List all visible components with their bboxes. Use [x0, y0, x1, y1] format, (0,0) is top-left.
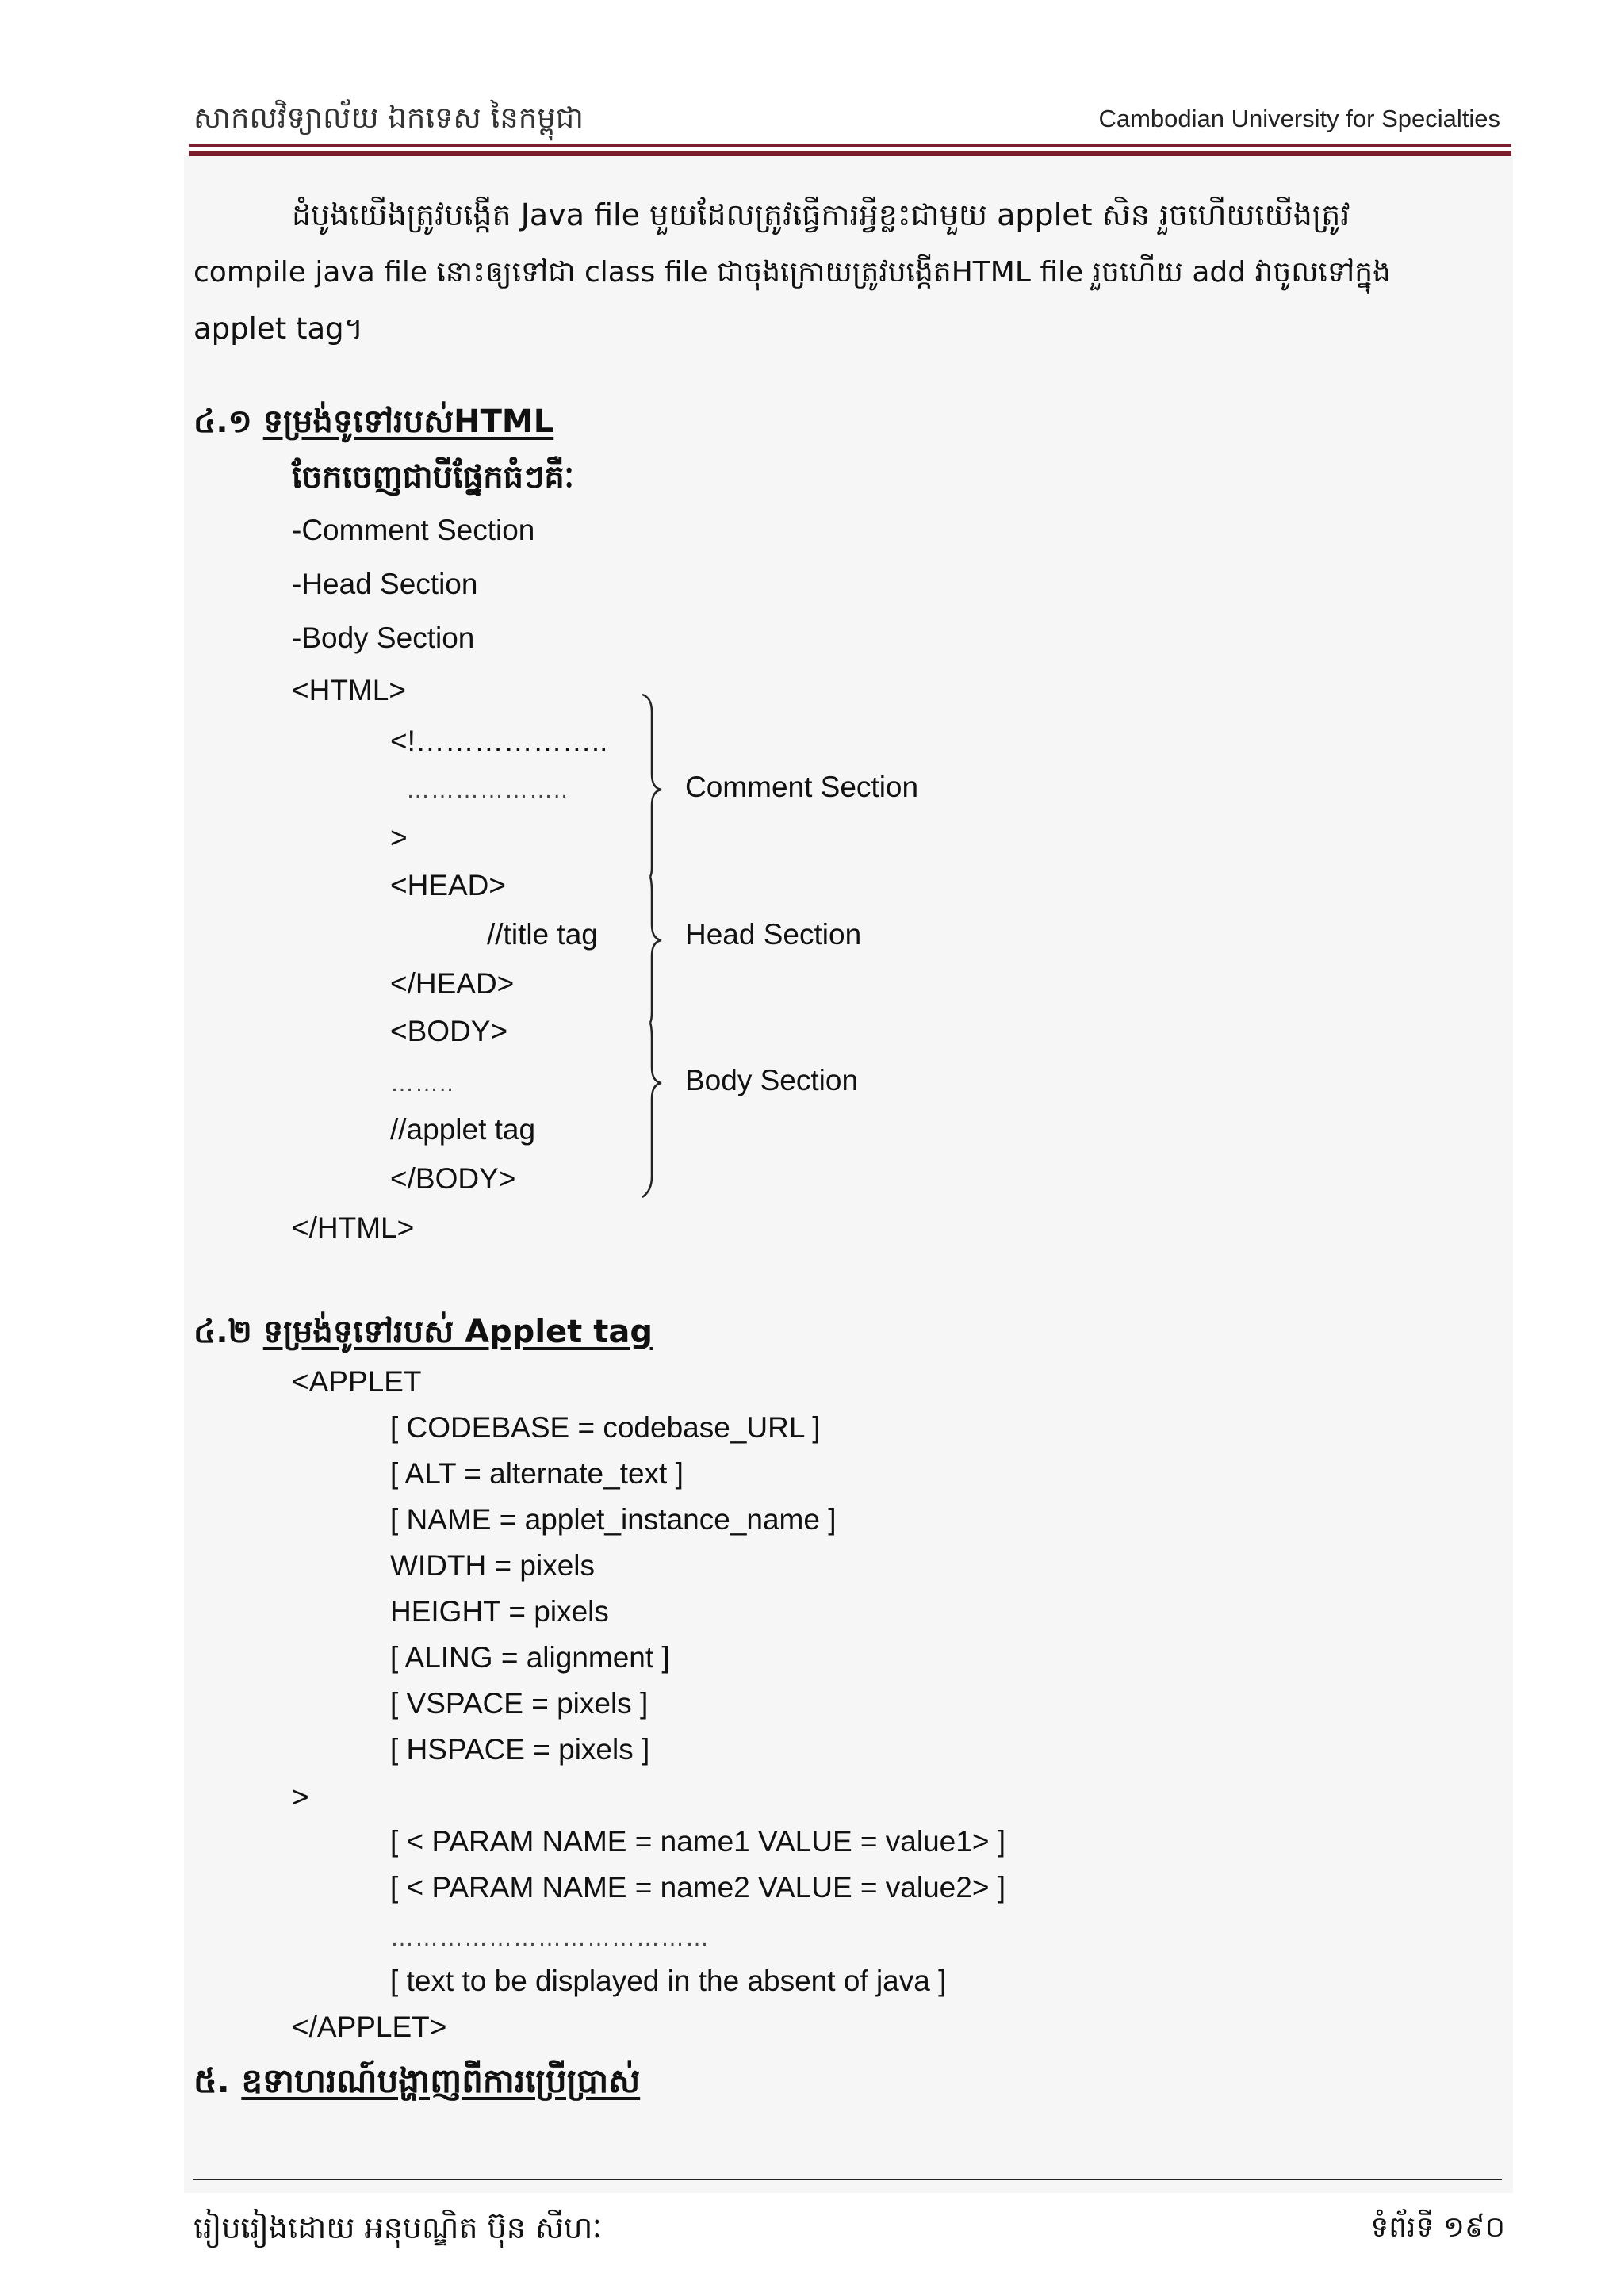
code-param: [ < PARAM NAME = name1 VALUE = value1> ]	[390, 1825, 1005, 1858]
part-item: -Head Section	[292, 568, 478, 600]
code-attr: [ NAME = applet_instance_name ]	[390, 1503, 837, 1536]
code-applet-tag: //applet tag	[390, 1113, 536, 1146]
code-attr: [ ALT = alternate_text ]	[390, 1457, 684, 1490]
code-comment-close: >	[390, 821, 408, 854]
label-body-section: Body Section	[685, 1064, 859, 1096]
section-5-title: ឧទាហរណ៍បង្ហាញពីការប្រើប្រាស់	[241, 2061, 641, 2100]
footer-page-number: ទំព័រទី ១៩០	[1370, 2211, 1505, 2244]
brace-comment	[642, 695, 661, 877]
code-html-open: <HTML>	[292, 674, 406, 706]
section-4-2-heading	[193, 1311, 653, 1358]
code-attr: [ HSPACE = pixels ]	[390, 1733, 650, 1766]
code-html-close: </HTML>	[292, 1211, 415, 1244]
code-attr: [ CODEBASE = codebase_URL ]	[390, 1411, 821, 1444]
code-head-open: <HEAD>	[390, 869, 507, 901]
label-head-section: Head Section	[685, 918, 862, 951]
intro-line-3: applet tag។	[193, 312, 364, 346]
code-body-open: <BODY>	[390, 1015, 508, 1047]
section-4-1-number: ៤.១	[193, 404, 252, 440]
brace-head	[650, 877, 661, 1023]
code-attr: WIDTH = pixels	[390, 1549, 596, 1582]
header-university-khmer: សាកលវិទ្យាល័យ ឯកទេស នៃកម្ពុជា	[193, 101, 584, 135]
code-alt-text: [ text to be displayed in the absent of java ]	[390, 1965, 947, 1997]
code-applet-open: <APPLET	[292, 1365, 422, 1398]
part-item: -Comment Section	[292, 514, 535, 546]
header-rule-thick	[189, 151, 1511, 156]
section-4-1-heading	[193, 401, 553, 448]
brace-group	[634, 695, 666, 1202]
code-title-tag: //title tag	[487, 918, 598, 951]
brace-body	[642, 1023, 661, 1197]
part-item: -Body Section	[292, 622, 475, 654]
code-body-close: </BODY>	[390, 1162, 516, 1195]
footer-rule	[193, 2179, 1502, 2180]
header-university-english: Cambodian University for Specialties	[1098, 105, 1500, 132]
code-param: [ < PARAM NAME = name2 VALUE = value2> ]	[390, 1871, 1005, 1904]
code-attr: [ VSPACE = pixels ]	[390, 1687, 649, 1720]
intro-line-1: ដំបូងយើងត្រូវបង្កើត Java file មួយដែលត្រូវធ្វើការអ្វីខ្លះជាមួយ applet សិន រួចហើយយើងត្រូវ	[292, 197, 1350, 232]
code-comment-open: <!………………..	[390, 725, 608, 757]
code-applet-close-bracket: >	[292, 1781, 309, 1813]
code-body-dots: ……..	[390, 1070, 454, 1096]
code-applet-close: </APPLET>	[292, 2011, 447, 2043]
section-4-1-subtitle: ចែកចេញជាបីផ្នែកធំៗគឺៈ	[292, 459, 574, 496]
section-4-2-title: ទម្រង់ទូទៅរបស់ Applet tag	[262, 1314, 653, 1350]
section-4-1-title: ទម្រង់ទូទៅរបស់HTML	[262, 404, 554, 440]
label-comment-section: Comment Section	[685, 771, 919, 803]
code-attr: HEIGHT = pixels	[390, 1595, 609, 1628]
code-comment-dots: ………………..	[406, 777, 569, 803]
code-head-close: </HEAD>	[390, 967, 515, 1000]
code-param-dots: …………………………………	[390, 1925, 710, 1951]
section-4-2-number: ៤.២	[193, 1314, 252, 1350]
header-rule	[189, 144, 1511, 147]
section-5-number: ៥.	[193, 2061, 230, 2100]
footer-author: រៀបរៀងដោយ អនុបណ្ឌិត ប៊ុន សីហៈ	[193, 2210, 602, 2245]
section-5-heading	[193, 2060, 640, 2109]
intro-line-2: compile java file នោះឲ្យទៅជា class file ជាចុងក្រោយត្រូវបង្កើតHTML file រួចហើយ add វាចូលទៅក្នុង	[193, 256, 1391, 289]
code-attr: [ ALING = alignment ]	[390, 1641, 670, 1674]
